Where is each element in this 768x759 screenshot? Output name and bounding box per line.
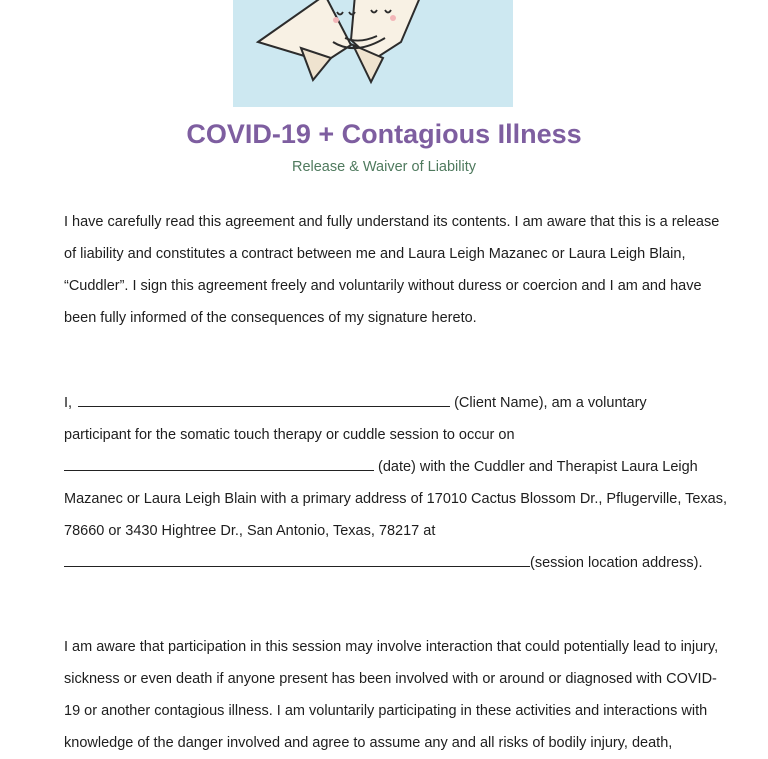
address-line: Mazanec or Laura Leigh Blain with a primary address of 17010 Cactus Blossom Dr., Pflugerville, Texas, [64,491,728,507]
risk-line: sickness or even death if anyone present has been involved with or around or diagnosed with COVID- [64,671,717,687]
location-line [64,547,714,579]
session-location-field[interactable] [64,552,530,567]
date-line [64,451,714,483]
intro-line: “Cuddler”. I sign this agreement freely and voluntarily without duress or coercion and I am and have [64,278,702,294]
intro-line: been fully informed of the consequences of my signature hereto. [64,310,477,326]
client-name-label: (Client Name), am a voluntary [454,395,647,411]
date-field[interactable] [64,456,374,471]
address-line: 78660 or 3430 Hightree Dr., San Antonio, Texas, 78217 at [64,523,436,539]
header-illustration [233,0,513,107]
intro-line: I have carefully read this agreement and fully understand its contents. I am aware that this is a release [64,214,720,230]
hugging-paper-characters-illustration [233,0,513,107]
prefix-i: I, [64,395,73,411]
risk-paragraph [64,631,719,759]
intro-paragraph [64,206,720,334]
participant-paragraph [64,387,728,579]
page-subtitle: Release & Waiver of Liability [291,159,476,175]
risk-line: knowledge of the danger involved and agree to assume any and all risks of bodily injury, death, [64,735,673,751]
client-name-line [64,387,714,419]
participant-line: participant for the somatic touch therapy or cuddle session to occur on [64,427,515,443]
intro-line: of liability and constitutes a contract between me and Laura Leigh Mazanec or Laura Leigh Blain, [64,246,686,262]
risk-line: 19 or another contagious illness. I am voluntarily participating in these activities and interactions with [64,703,708,719]
client-name-field[interactable] [78,392,450,407]
page-title: COVID-19 + Contagious Illness [186,119,582,149]
location-label: (session location address). [530,555,703,571]
risk-line: I am aware that participation in this session may involve interaction that could potentially lead to injury, [64,639,719,655]
date-label: (date) with the Cuddler and Therapist Laura Leigh [378,459,698,475]
